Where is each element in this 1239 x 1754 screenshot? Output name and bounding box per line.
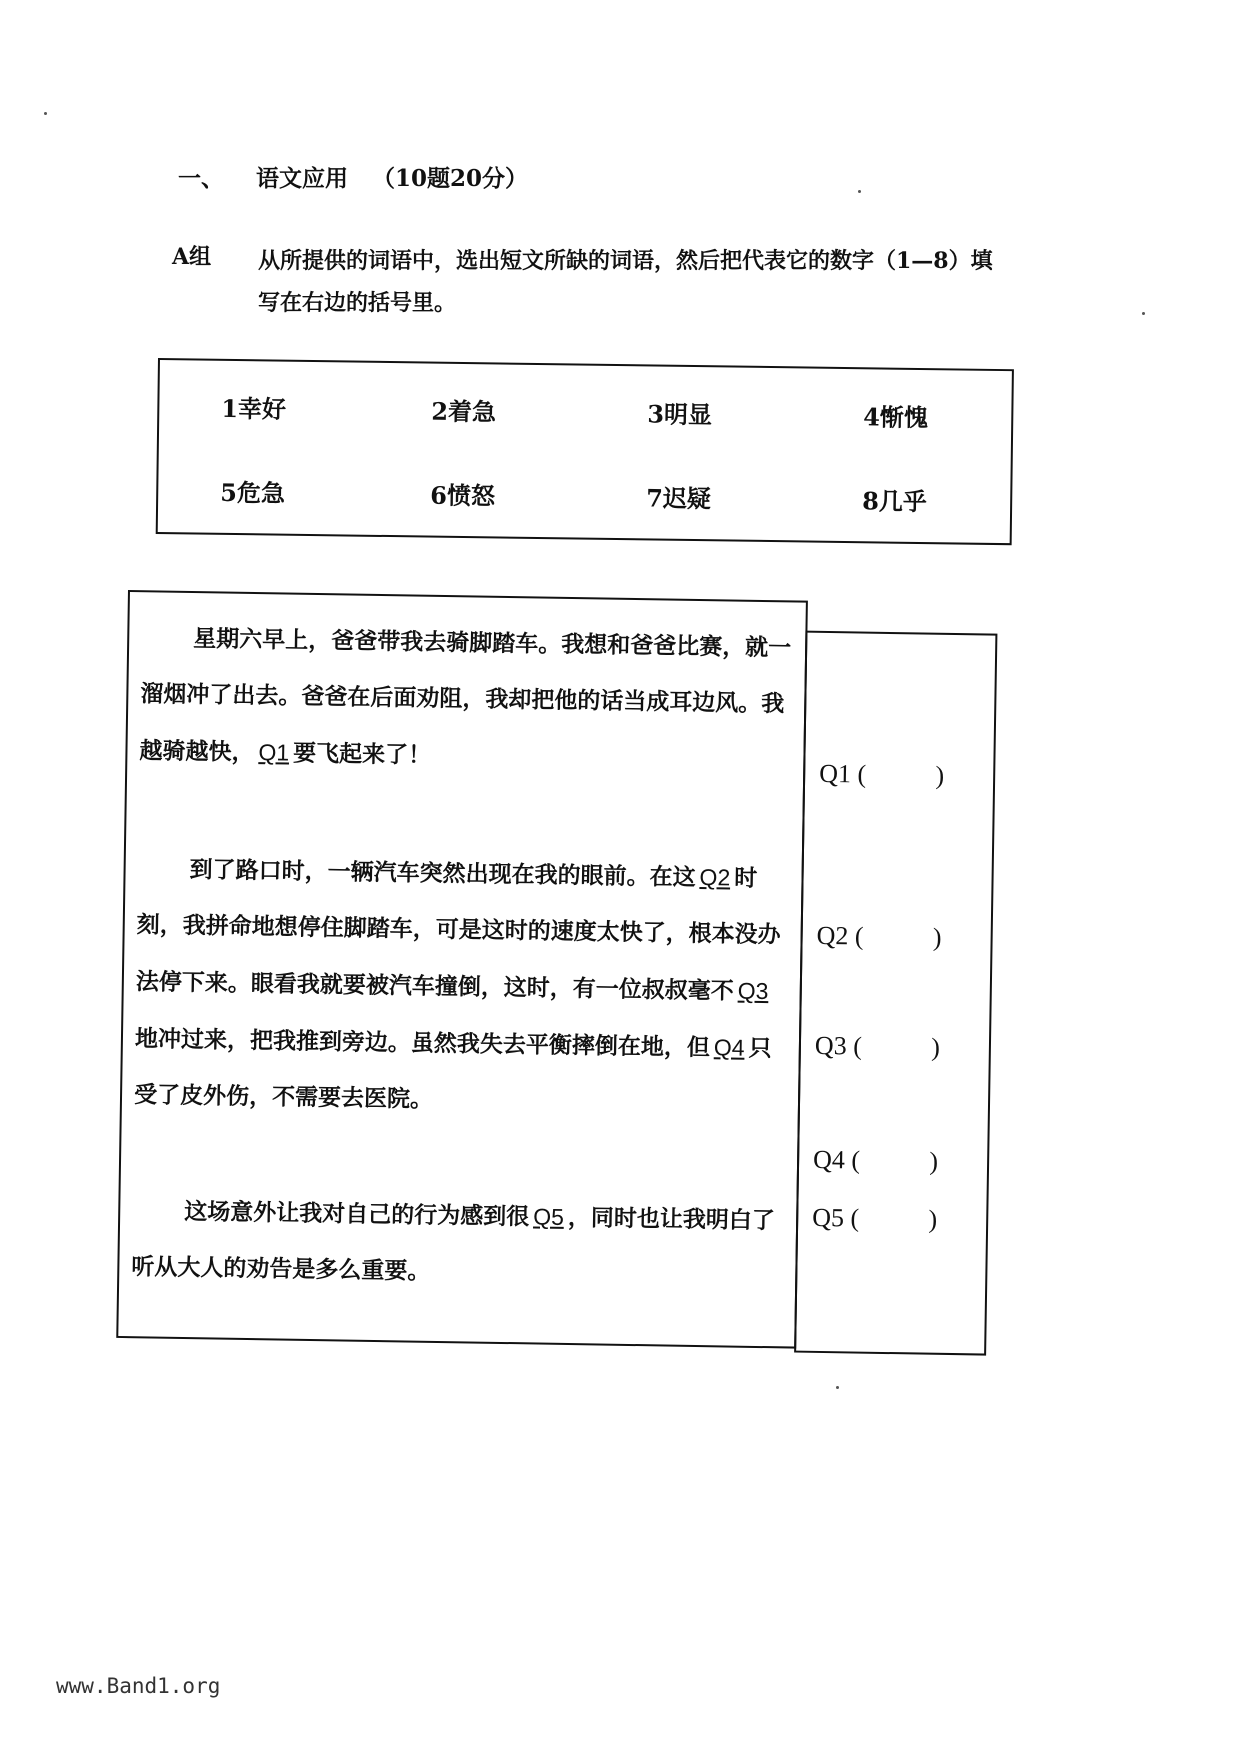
blank-q3: Q3 xyxy=(737,977,769,1005)
passage-text: 星期六早上，爸爸带我去骑脚踏车。我想和爸爸比赛，就一溜烟冲了出去。爸爸在后面劝阻，我却把他的话当成耳边风。我越骑越快， xyxy=(139,625,792,767)
paragraph-3 xyxy=(131,1182,785,1305)
answer-label: Q3 xyxy=(814,1030,847,1061)
answer-label: Q2 xyxy=(816,920,849,951)
paragraph-2 xyxy=(134,840,790,1133)
passage-section xyxy=(116,590,998,1356)
answer-paren-open: ( xyxy=(852,1031,863,1061)
passage-text: 这场意外让我对自己的行为感到很 xyxy=(184,1197,530,1231)
scan-speck xyxy=(44,112,47,115)
passage-text: ，同时也让我明白了听从大人的劝告是多么重要。 xyxy=(131,1203,776,1285)
answer-label: Q1 xyxy=(818,758,852,789)
word-bank-item: 7迟疑 xyxy=(646,483,712,514)
passage-text: 地冲过来，把我推到旁边。虽然我失去平衡摔倒在地，但 xyxy=(134,1025,711,1062)
answer-paren-close: ) xyxy=(929,1146,939,1176)
blank-q4: Q4 xyxy=(713,1034,745,1061)
word-bank-box xyxy=(156,358,1014,545)
answer-paren-close: ) xyxy=(932,922,942,952)
word-bank-item: 8几乎 xyxy=(862,486,928,517)
answer-label: Q5 xyxy=(812,1202,845,1233)
passage-text: 只受了皮外伤，不需要去医院。 xyxy=(133,1034,772,1113)
answer-column xyxy=(794,631,997,1356)
group-label: A组 xyxy=(172,244,212,270)
footer-url: www.Band1.org xyxy=(56,1674,221,1698)
word-bank-item: 3明显 xyxy=(647,399,713,430)
answer-label: Q4 xyxy=(812,1144,846,1175)
blank-q5: Q5 xyxy=(533,1203,565,1230)
group-instruction: 从所提供的词语中，选出短文所缺的词语，然后把代表它的数字（1—8）填写在右边的括号里。 xyxy=(258,248,993,316)
answer-paren-open: ( xyxy=(854,921,864,951)
answer-q3 xyxy=(815,1031,940,1063)
blank-q1: Q1 xyxy=(258,739,290,766)
passage-text: 要飞起来了！ xyxy=(292,739,432,769)
answer-paren-close: ) xyxy=(930,1032,941,1062)
passage-text: 时刻，我拼命地想停住脚踏车，可是这时的速度太快了，根本没办法停下来。眼看我就要被汽车撞倒，这时，有一位叔叔毫不 xyxy=(135,864,781,1005)
answer-q1 xyxy=(819,759,944,791)
paragraph-1 xyxy=(139,610,794,789)
answer-paren-open: ( xyxy=(857,759,867,789)
word-bank-item: 5危急 xyxy=(220,477,286,508)
passage-box xyxy=(116,590,808,1349)
blank-q2: Q2 xyxy=(699,864,731,891)
answer-q5 xyxy=(812,1203,937,1235)
answer-q2 xyxy=(816,921,941,953)
answer-paren-close: ) xyxy=(935,760,945,790)
section-score: （10题20分） xyxy=(372,165,529,192)
word-bank-item: 6愤怒 xyxy=(430,480,496,511)
word-bank-item: 4惭愧 xyxy=(863,402,929,433)
section-heading xyxy=(178,160,528,193)
answer-paren-open: ( xyxy=(850,1203,860,1233)
answer-q4 xyxy=(813,1145,938,1177)
scan-speck xyxy=(836,1386,839,1389)
section-number: 一、 xyxy=(178,165,224,192)
word-bank-item: 1幸好 xyxy=(221,393,287,424)
section-title: 语文应用 xyxy=(256,165,348,192)
scan-speck xyxy=(858,190,861,193)
passage-text: 到了路口时，一辆汽车突然出现在我的眼前。在这 xyxy=(189,856,696,891)
answer-paren-open: ( xyxy=(851,1145,861,1175)
word-bank-item: 2着急 xyxy=(431,396,497,427)
answer-paren-close: ) xyxy=(928,1204,938,1234)
scan-speck xyxy=(1142,312,1145,315)
